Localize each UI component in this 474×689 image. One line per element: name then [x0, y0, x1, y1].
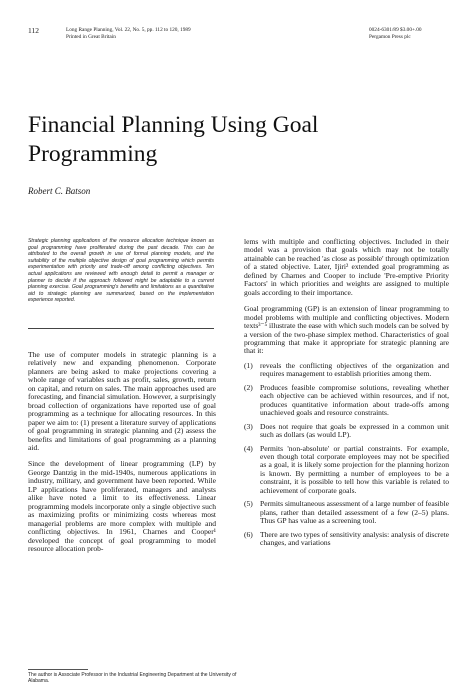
list-item: [244, 384, 449, 418]
list-item-text: Permits 'non-absolute' or partial constraints. For example, even though total corporate employees may not be specified as a goal, it is likely some projection for the planning horizon is known. By permitting a number of employees to be a constraint, it is possible to tell how this variable is related to achievement of corporate goals.: [260, 443, 449, 495]
list-item-text: Produces feasible compromise solutions, revealing whether each objective can be achieved within resources, and if not, produces quantitative information about trade-offs among unachieved goals and resource constraints.: [260, 382, 449, 418]
list-item: [244, 362, 449, 379]
abstract-divider: [28, 328, 214, 329]
issn-line: 0024-6301/89 $3.00+.00: [369, 27, 422, 33]
body-column-left: [28, 351, 216, 561]
list-item-number: (1): [244, 360, 253, 370]
journal-citation: [66, 27, 296, 41]
author-footnote: The author is Associate Professor in the Industrial Engineering Department at the University of Alabama.: [28, 672, 237, 685]
list-item: [244, 445, 449, 496]
characteristics-list: [244, 362, 449, 548]
list-item: [244, 531, 449, 548]
footnote-divider: [28, 669, 88, 670]
list-item-number: (5): [244, 499, 253, 509]
list-item-text: Does not require that goals be expressed in a common unit such as dollars (as would LP).: [260, 421, 449, 440]
page-number: 112: [28, 26, 39, 35]
body-paragraph: lems with multiple and conflicting objectives. Included in their model was a provision that goals which may not be totally attainable can be reached 'as close as possible' through optimization of a stated objective. Later, Ijiri² extended goal programming as defined by Charnes and Cooper to include 'Pre-emptive Priority Factors' in which priorities and weights are assigned to multiple goals according to their importance.: [244, 237, 449, 297]
list-item-text: reveals the conflicting objectives of the organization and requires management to establish priorities among them.: [260, 360, 449, 379]
body-paragraph: Goal programming (GP) is an extension of linear programming to model problems with multiple and conflicting objectives. Modern texts³⁻⁵ illustrate the ease with which such models can be solved by a version of the two-phase simplex method. Characteristics of goal programming that make it appropriate for strategic planning are that it:: [244, 304, 449, 356]
article-title: Financial Planning Using Goal Programming: [28, 112, 319, 167]
list-item-number: (6): [244, 529, 253, 539]
list-item-number: (4): [244, 443, 253, 453]
journal-citation-line: Long Range Planning, Vol. 22, No. 5, pp. 112 to 120, 1989: [66, 27, 191, 33]
list-item: [244, 423, 449, 440]
body-paragraph: Since the development of linear programming (LP) by George Dantzig in the mid-1940s, numerous applications in industry, military, and government have been reported. While LP applications have proliferated, managers and analysts alike have noted a limit to its effectiveness. Linear programming models incorporate only a single objective such as maximizing profits or minimizing costs whereas most managerial problems are more complex with multiple and conflicting objectives. In 1961, Charnes and Cooper¹ developed the concept of goal programming to model resource allocation prob-: [28, 459, 216, 553]
abstract: Strategic planning applications of the resource allocation technique known as goal programming have proliferated during the past decade. This can be attributed to the overall growth in use of formal planning models, and the suitability of the multiple objective design of goal programming which permits experimentation with priority and trade-off among conflicting objectives. Ten actual applications are reviewed with enough detail to permit a manager or planner to decide if the approach followed might be adaptable to a current planning exercise. Goal programming's benefits and limitations as a quantitative aid to strategic planning are summarized, based on the implementation experience reported.: [28, 238, 214, 304]
body-column-right: [244, 238, 449, 553]
article-author: Robert C. Batson: [28, 186, 91, 196]
printed-in-line: Printed in Great Britain: [66, 34, 116, 40]
body-paragraph: The use of computer models in strategic planning is a relatively new and expanding phenomenon. Corporate planners are being asked to make projections covering a whole range of variables such as profit, sales, growth, return on capital, and return on sales. The main approaches used are forecasting, and financial simulation. However, a surprisingly broad collection of organizations have reported use of goal programming as a technique for allocating resources. In this paper we aim to: (1) present a literature survey of applications of goal programming in strategic planning and (2) assess the benefits and limitations of goal programming as a planning aid.: [28, 350, 216, 452]
list-item-number: (3): [244, 421, 253, 431]
publisher-line: Pergamon Press plc: [369, 34, 411, 40]
list-item-text: There are two types of sensitivity analysis: analysis of discrete changes, and variations: [260, 529, 449, 548]
list-item-number: (2): [244, 382, 253, 392]
list-item-text: Permits simultaneous assessment of a large number of feasible plans, rather than detailed assessment of a few (2–5) plans. Thus GP has value as a screening tool.: [260, 499, 449, 526]
publisher-info: [369, 27, 459, 41]
list-item: [244, 500, 449, 525]
